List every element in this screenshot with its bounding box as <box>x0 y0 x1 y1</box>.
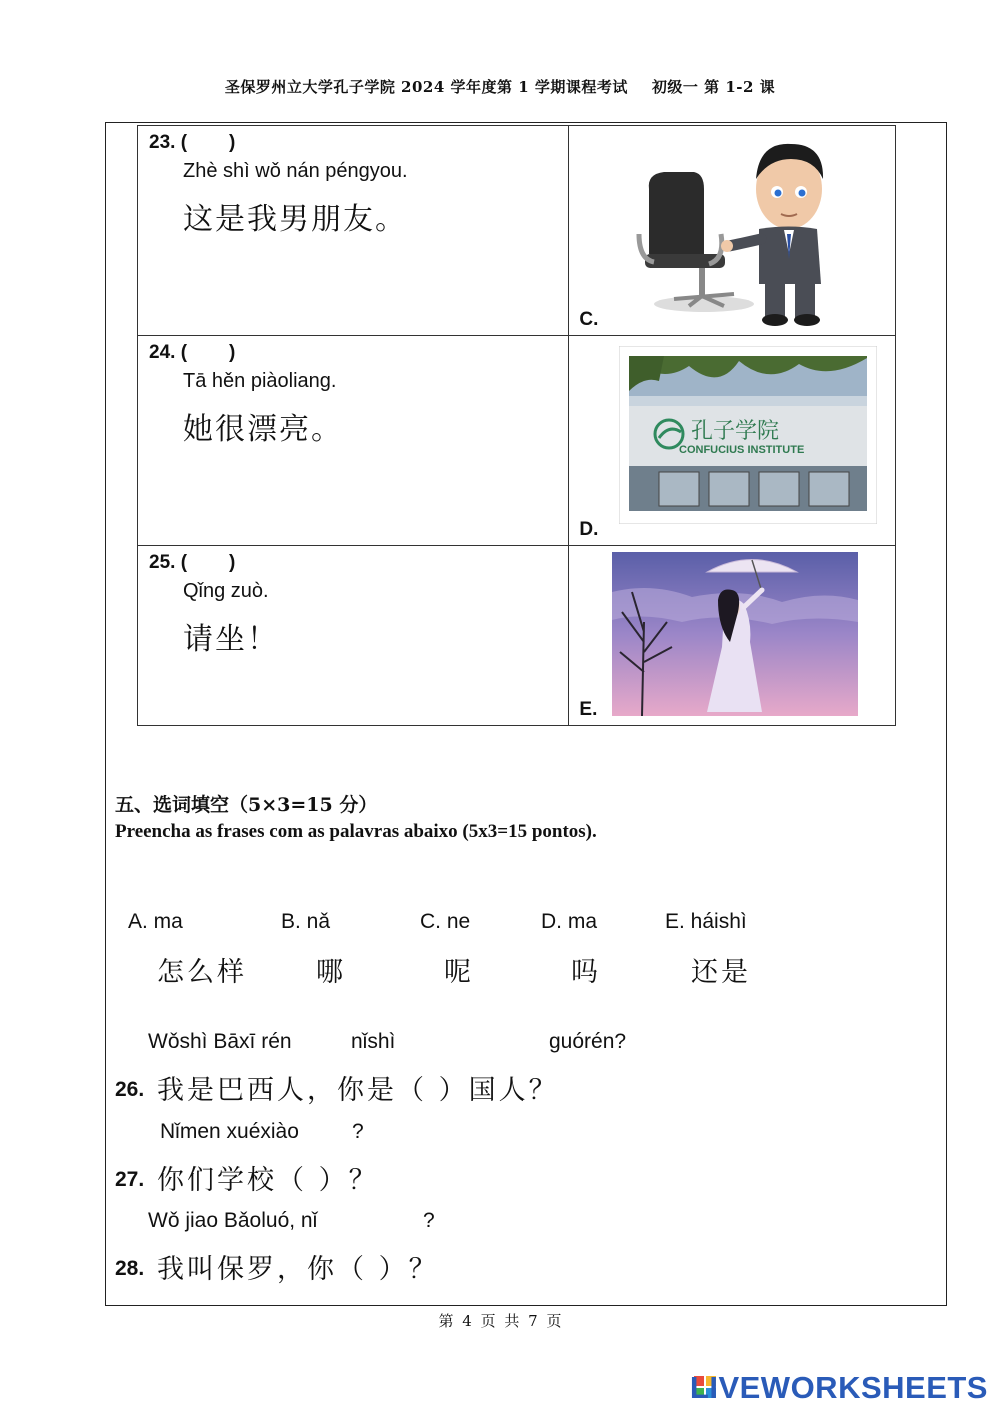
picture-letter: C. <box>579 309 599 330</box>
section-title: 五、选词填空（5×3=15 分） <box>115 794 378 816</box>
picture-letter: E. <box>579 699 598 720</box>
matching-row <box>138 126 896 336</box>
question-hanzi: 她很漂亮。 <box>183 412 343 447</box>
word-option-c-hanzi: 呢 <box>444 957 474 988</box>
chair-and-man-picture <box>609 134 859 330</box>
item-sentence: 我是巴西人，你是（ ）国人？ <box>157 1075 559 1106</box>
question-number: 25. ( <box>149 552 188 573</box>
word-option-a: A. ma <box>128 910 183 933</box>
question-number: 23. ( <box>149 132 188 153</box>
item-pinyin: guórén? <box>549 1030 627 1053</box>
page-number: 第 4 页 共 7 页 <box>438 1312 562 1330</box>
word-option-c: C. ne <box>420 910 471 933</box>
item-pinyin: Wǒ jiao Bǎoluó, nǐ <box>148 1209 318 1232</box>
exam-title: 圣保罗州立大学孔子学院 2024 学年度第 1 学期课程考试 <box>224 78 628 96</box>
question-cell: 23. ( ) Zhè shì wǒ nán péngyou. 这是我男朋友。 <box>138 126 569 336</box>
brand-name: LIVEWORKSHEETS <box>689 1370 988 1405</box>
picture-letter: D. <box>579 519 599 540</box>
word-option-b: B. nǎ <box>281 910 331 933</box>
question-cell: 25. ( ) Qǐng zuò. 请坐！ <box>138 546 569 726</box>
sign-chinese: 孔子学院 <box>691 419 780 444</box>
item-number: 26. <box>115 1078 145 1101</box>
page-header <box>0 76 1000 97</box>
lesson-level: 初级一 第 1-2 课 <box>651 78 776 96</box>
woman-umbrella-picture <box>612 552 858 716</box>
sign-english: CONFUCIUS INSTITUTE <box>679 444 805 456</box>
picture-cell <box>569 336 896 546</box>
matching-table <box>137 125 896 726</box>
question-hanzi: 这是我男朋友。 <box>183 202 407 237</box>
word-option-a-hanzi: 怎么样 <box>157 957 247 988</box>
question-cell: 24. ( ) Tā hěn piàoliang. 她很漂亮。 <box>138 336 569 546</box>
matching-row <box>138 546 896 726</box>
picture-cell <box>569 126 896 336</box>
item-pinyin: ? <box>423 1209 435 1232</box>
item-pinyin: nǐshì <box>351 1030 396 1053</box>
item-pinyin: ? <box>352 1120 364 1143</box>
item-sentence: 我叫保罗，你（ ）？ <box>157 1254 439 1285</box>
question-pinyin: Tā hěn piàoliang. <box>183 370 337 392</box>
word-option-b-hanzi: 哪 <box>316 957 346 988</box>
item-pinyin: Nǐmen xuéxiào <box>160 1120 299 1143</box>
item-pinyin: Wǒshì Bāxī rén <box>148 1030 292 1053</box>
word-option-d-hanzi: 吗 <box>571 957 601 988</box>
confucius-institute-picture <box>619 346 877 524</box>
question-hanzi: 请坐！ <box>183 622 279 657</box>
picture-cell <box>569 546 896 726</box>
item-number: 28. <box>115 1257 145 1280</box>
word-option-e-hanzi: 还是 <box>691 957 751 988</box>
item-sentence: 你们学校（ ）？ <box>157 1165 379 1196</box>
word-option-e: E. háishì <box>665 910 747 933</box>
question-pinyin: Qǐng zuò. <box>183 580 269 602</box>
matching-row <box>138 336 896 546</box>
question-pinyin: Zhè shì wǒ nán péngyou. <box>183 160 408 182</box>
section-subtitle: Preencha as frases com as palavras abaixo (5x3=15 pontos). <box>115 821 597 842</box>
word-option-d: D. ma <box>541 910 598 933</box>
question-number: 24. ( <box>149 342 188 363</box>
item-number: 27. <box>115 1168 145 1191</box>
